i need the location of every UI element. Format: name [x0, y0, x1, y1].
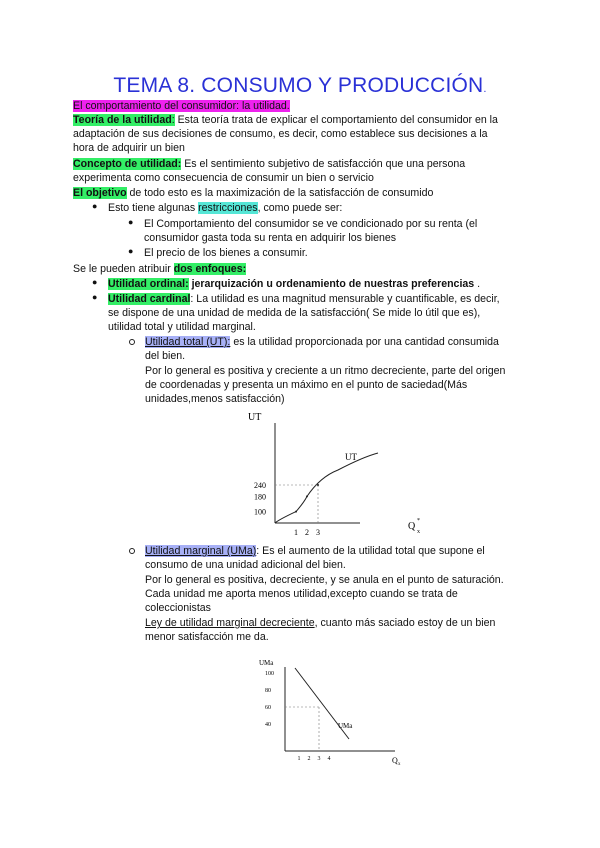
umg-chart-guides	[285, 707, 319, 751]
ut-series-label: UT	[345, 452, 357, 462]
enfoques-pre: Se le pueden atribuir	[73, 263, 174, 275]
umg-text-6: , cuanto más saciado estoy de un bien	[314, 617, 496, 629]
ut-line-2: del bien.	[145, 350, 186, 362]
teoria-label: Teoría de la utilidad	[73, 114, 172, 126]
ut-line-4: de coordenadas y presenta un máximo en el punto de saciedad(Más	[145, 379, 468, 391]
objetivo-text: de todo esto es la maximización de la satisfacción de consumido	[126, 187, 434, 199]
ut-chart-xlabel-sub: x	[417, 529, 420, 535]
enfoques-highlight: dos enfoques:	[173, 263, 247, 275]
ordinal-line	[108, 277, 480, 291]
restriccion-item-2: El precio de los bienes a consumir.	[144, 247, 308, 259]
umg-chart-x-ticks	[298, 756, 331, 762]
umg-x-tick-label: 2	[307, 756, 311, 762]
ut-x-tick-label: 3	[316, 528, 320, 537]
umg-line-6	[145, 616, 495, 630]
restricciones-pre: Esto tiene algunas	[108, 202, 199, 214]
ut-curve	[275, 453, 378, 523]
cardinal-line-2: se dispone de una unidad de medida de la satisfacción( Se mide lo útil que es),	[108, 307, 481, 319]
restricciones-post: , como puede ser:	[257, 202, 343, 214]
concepto-label: Concepto de utilidad:	[73, 158, 182, 170]
umg-y-tick-label: 60	[265, 705, 271, 711]
ley-label: Ley de utilidad marginal decreciente	[145, 617, 315, 629]
umg-x-tick-label: 3	[317, 756, 321, 762]
ut-text-1: es la utilidad proporcionada por una cantidad consumida	[230, 336, 499, 348]
enfoques-line	[73, 262, 246, 276]
ordinal-text: jerarquización u ordenamiento de nuestras preferencias	[188, 278, 475, 290]
ut-chart-y-ticks	[254, 481, 266, 517]
concepto-text-1: Es el sentimiento subjetivo de satisfacción que una persona	[181, 158, 466, 170]
umg-x-tick-label: 1	[297, 756, 301, 762]
ut-chart-xlabel: Q	[408, 521, 416, 532]
ut-chart	[240, 405, 440, 545]
bullet-dot: ●	[128, 246, 134, 256]
cardinal-line-1	[108, 292, 500, 306]
ut-y-tick-label: 240	[254, 481, 266, 490]
umg-y-tick-label: 100	[265, 671, 274, 677]
circle-bullet	[129, 548, 135, 554]
teoria-line-1	[73, 113, 498, 127]
ut-line-1	[145, 335, 499, 349]
umg-x-tick-label: 4	[327, 756, 331, 762]
concepto-line-1	[73, 157, 465, 171]
restriccion-item-1: El Comportamiento del consumidor se ve condicionado por su renta (el	[144, 218, 478, 230]
section-heading-text: El comportamiento del consumidor: la utilidad.	[73, 100, 290, 112]
ut-chart-ylabel: UT	[248, 412, 262, 423]
bullet-dot: ●	[92, 201, 98, 211]
ut-y-tick-label: 180	[254, 492, 266, 502]
bullet-dot: ●	[92, 277, 98, 287]
teoria-line-2: adaptación de sus decisiones de consumo, es decir, como establece sus decisiones a la	[73, 128, 488, 140]
umg-chart-y-ticks	[265, 671, 274, 728]
umg-line-1	[145, 544, 485, 558]
cardinal-label: Utilidad cardinal	[108, 293, 191, 305]
umg-chart-ylabel: UMa	[259, 659, 274, 667]
ut-data-point	[317, 484, 319, 486]
objetivo-line	[73, 186, 433, 200]
umg-line-2: consumo de una unidad adicional del bien.	[145, 559, 346, 571]
ut-data-point	[306, 495, 308, 497]
umg-series-label: UMa	[338, 722, 353, 730]
ut-chart-x-ticks	[294, 528, 320, 537]
bullet-dot: ●	[128, 217, 134, 227]
teoria-text-1: Esta teoría trata de explicar el comportamiento del consumidor en la	[174, 114, 498, 126]
ut-x-tick-label: 1	[294, 528, 298, 537]
teoria-colon: :	[171, 114, 175, 126]
objetivo-label: El objetivo	[73, 187, 127, 199]
umg-line-5: coleccionistas	[145, 602, 211, 614]
restricciones-line	[108, 201, 342, 215]
umg-chart-xlabel-sub: x	[398, 762, 401, 767]
ut-line-5: unidades,menos satisfacción)	[145, 393, 285, 405]
umg-text-1: : Es el aumento de la utilidad total que supone el	[256, 545, 485, 557]
bullet-dot: ●	[92, 292, 98, 302]
page-title	[0, 74, 600, 98]
title-text: TEMA 8. CONSUMO Y PRODUCCIÓN	[113, 74, 484, 97]
cardinal-text-1: : La utilidad es una magnitud mensurable y cuantificable, es decir,	[190, 293, 500, 305]
restriccion-item-1-cont: consumidor gasta toda su renta en adquirir los bienes	[144, 232, 397, 244]
umg-y-tick-label: 80	[265, 688, 271, 694]
cardinal-line-3: utilidad total y utilidad marginal.	[108, 321, 256, 333]
ut-data-point	[295, 511, 297, 513]
ut-y-tick-label: 100	[254, 507, 266, 517]
ordinal-label: Utilidad ordinal:	[108, 278, 189, 290]
umg-line-4: Cada unidad me aporta menos utilidad,excepto cuando se trata de	[145, 588, 458, 600]
ut-label: Utilidad total (UT):	[145, 336, 231, 348]
ordinal-end: .	[474, 278, 481, 290]
teoria-line-3: hora de adquirir un bien	[73, 142, 185, 154]
circle-bullet	[129, 339, 135, 345]
section-heading	[73, 99, 290, 113]
restricciones-highlight: restricciones	[198, 202, 258, 214]
ut-line-3: Por lo general es positiva y creciente a un ritmo decreciente, parte del origen	[145, 365, 506, 377]
umg-line-3: Por lo general es positiva, decreciente, y se anula en el punto de saturación.	[145, 574, 504, 586]
ut-x-tick-label: 2	[305, 528, 309, 537]
umg-y-tick-label: 40	[265, 722, 271, 728]
title-dot: .	[483, 83, 487, 95]
concepto-line-2: experimenta como consecuencia de consumir un bien o servicio	[73, 172, 374, 184]
umg-chart	[255, 653, 415, 768]
umg-label: Utilidad marginal (UMa)	[145, 545, 257, 557]
ut-chart-xlabel-sup: *	[417, 518, 420, 524]
umg-line-7: menor satisfacción me da.	[145, 631, 269, 643]
umg-chart-xlabel: Q	[392, 756, 398, 765]
